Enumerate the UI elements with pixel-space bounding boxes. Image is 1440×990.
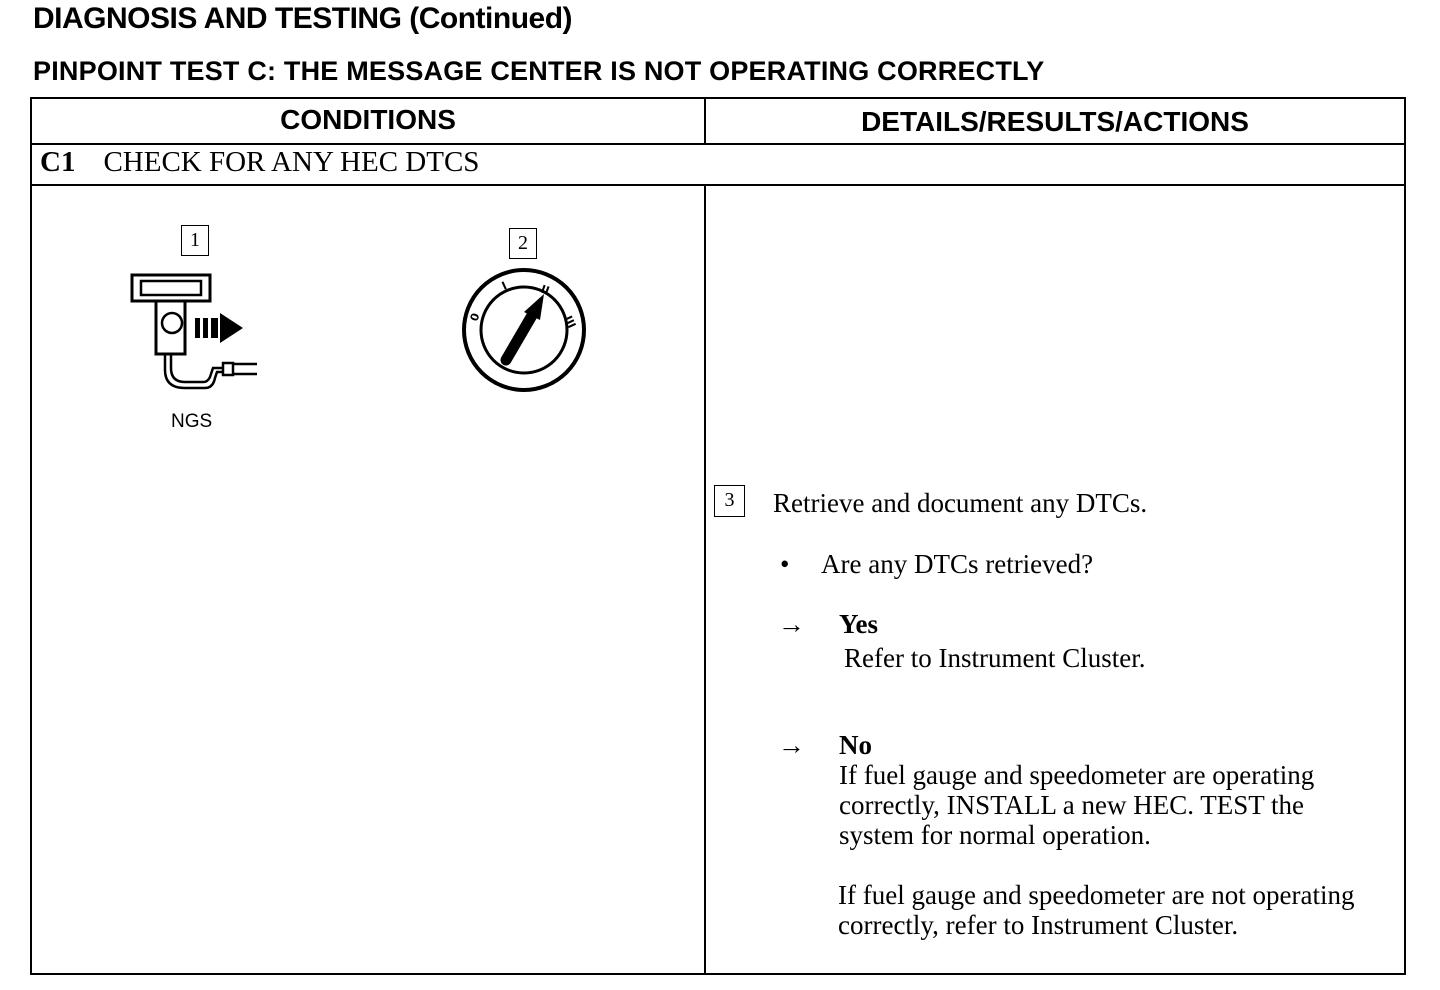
ngs-scan-tool-icon — [125, 268, 265, 393]
yes-action: Refer to Instrument Cluster. — [844, 643, 1146, 673]
svg-text:I: I — [499, 279, 509, 293]
svg-text:II: II — [538, 282, 552, 298]
test-title: PINPOINT TEST C: THE MESSAGE CENTER IS NOT OPERATING CORRECTLY — [33, 56, 1045, 86]
svg-text:III: III — [561, 313, 579, 331]
column-header-details: DETAILS/RESULTS/ACTIONS — [861, 106, 1249, 137]
no-label: No — [839, 730, 872, 760]
no-arrow-icon: → — [778, 730, 805, 760]
yes-arrow-icon: → — [778, 609, 805, 639]
page-title: DIAGNOSIS AND TESTING (Continued) — [33, 2, 573, 35]
step-title: CHECK FOR ANY HEC DTCS — [103, 146, 480, 178]
step-row-divider — [30, 184, 1406, 186]
figure-1-number: 1 — [181, 225, 209, 256]
figure-2-number: 2 — [509, 228, 537, 259]
step-3-text: Retrieve and document any DTCs. — [773, 488, 1148, 518]
no-action-2: If fuel gauge and speedometer are not operating correctly, refer to Instrument Cluster. — [838, 880, 1355, 940]
header-row-divider — [30, 143, 1406, 145]
figure-1-label: NGS — [171, 411, 213, 432]
body-column-divider — [704, 184, 706, 975]
step-c1-row — [40, 146, 479, 179]
svg-text:0: 0 — [467, 311, 483, 324]
question-text: Are any DTCs retrieved? — [821, 549, 1094, 579]
ignition-switch-icon — [460, 266, 588, 394]
step-3-number: 3 — [714, 485, 745, 517]
step-id: C1 — [40, 146, 76, 178]
yes-label: Yes — [839, 609, 878, 639]
bullet: • — [780, 549, 790, 579]
no-action-1: If fuel gauge and speedometer are operating correctly, INSTALL a new HEC. TEST the system for normal operation. — [839, 760, 1315, 850]
column-header-conditions: CONDITIONS — [280, 104, 456, 135]
